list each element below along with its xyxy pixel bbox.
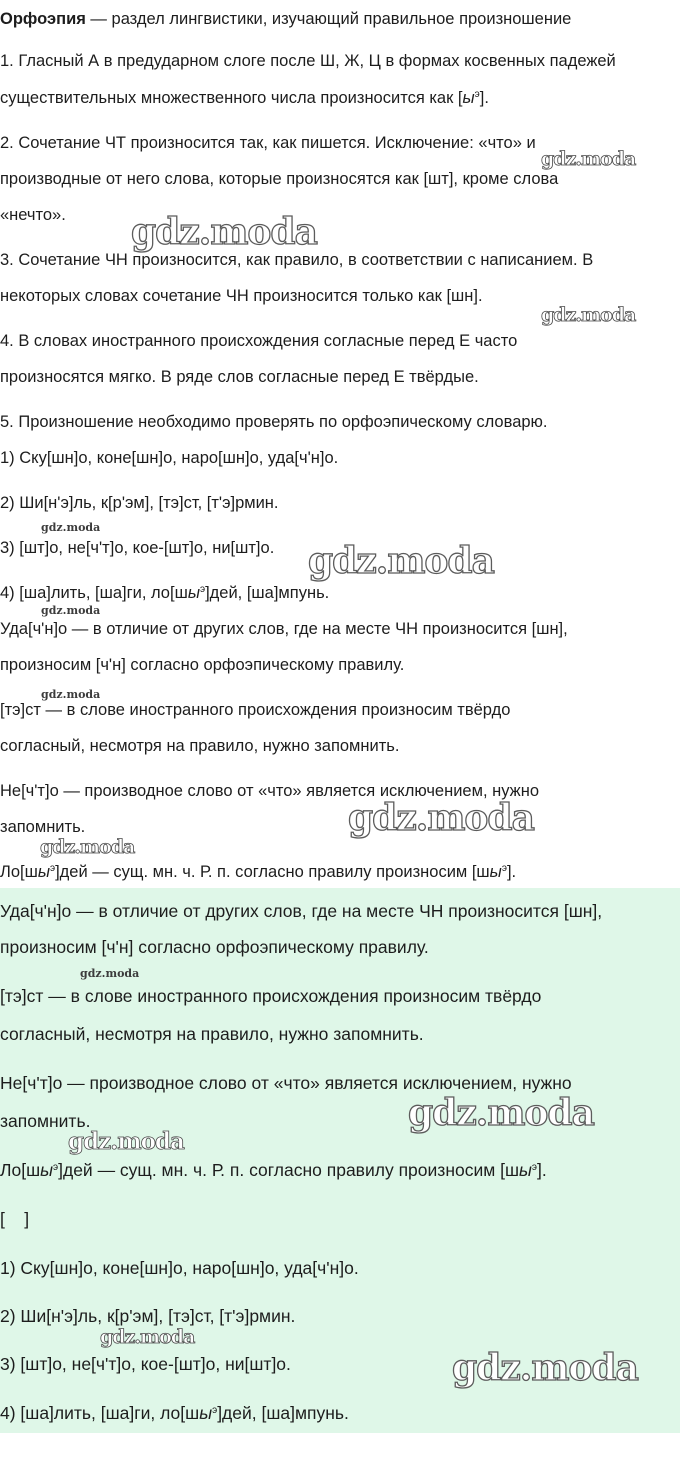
example-3: 3) [шт]о, не[ч'т]о, кое-[шт]о, ни[шт]о. bbox=[0, 539, 275, 557]
watermark-logo: gdz.moda bbox=[80, 967, 140, 980]
rule-4-line-2: произносятся мягко. В ряде слов согласные перед Е твёрдые. bbox=[0, 368, 479, 386]
explanation-1-line-2: произносим [ч'н] согласно орфоэпическому правилу. bbox=[0, 656, 405, 674]
watermark-logo: gdz.moda bbox=[452, 1347, 638, 1389]
rule-3-line-2: некоторых словах сочетание ЧН произносится только как [шн]. bbox=[0, 287, 483, 305]
watermark-logo: gdz.moda bbox=[348, 797, 534, 839]
watermark-logo: gdz.moda bbox=[41, 688, 101, 701]
answer-explanation-3-line-2: запомнить. bbox=[0, 1111, 91, 1131]
rule-2-line-1: 2. Сочетание ЧТ произносится так, как пишется. Исключение: «что» и bbox=[0, 134, 536, 152]
example-1: 1) Ску[шн]о, коне[шн]о, наро[шн]о, уда[ч'н]о. bbox=[0, 449, 339, 467]
watermark-logo: gdz.moda bbox=[100, 1326, 195, 1348]
rule-2-line-2: производные от него слова, которые произносятся как [шт], кроме слова bbox=[0, 170, 559, 188]
answer-example-4: 4) [ша]лить, [ша]ги, $ло[шы^э]дей$, [ша]мпунь. bbox=[0, 1403, 349, 1423]
answer-explanation-2-line-1: [тэ]ст — в слове иностранного происхождения произносим твёрдо bbox=[0, 986, 542, 1006]
answer-explanation-1-line-1: Уда[ч'н]о — в отличие от других слов, где на месте ЧН произносится [шн], bbox=[0, 901, 603, 921]
example-4: 4) [ша]лить, [ша]ги, $ло[шы^э]дей$, [ша]мпунь. bbox=[0, 584, 330, 602]
rule-5: 5. Произношение необходимо проверять по орфоэпическому словарю. bbox=[0, 413, 548, 431]
rule-1-line-1: 1. Гласный А в предударном слоге после Ш, Ж, Ц в формах косвенных падежей bbox=[0, 52, 616, 70]
explanation-3-line-1: Не[ч'т]о — производное слово от «что» является исключением, нужно bbox=[0, 782, 539, 800]
explanation-3-line-2: запомнить. bbox=[0, 818, 86, 836]
intro-line: Орфоэпия — раздел лингвистики, изучающий правильное произношение bbox=[0, 10, 572, 28]
explanation-1-line-1: Уда[ч'н]о — в отличие от других слов, где на месте ЧН произносится [шн], bbox=[0, 620, 568, 638]
rule-4-line-1: 4. В словах иностранного происхождения согласные перед Е часто bbox=[0, 332, 518, 350]
watermark-logo: gdz.moda bbox=[40, 836, 135, 858]
answer-example-2: 2) Ши[н'э]ль, к[р'эм], [тэ]ст, [т'э]рмин. bbox=[0, 1306, 296, 1326]
rule-3-line-1: 3. Сочетание ЧН произносится, как правило, в соответствии с написанием. В bbox=[0, 251, 594, 269]
answer-example-1: 1) Ску[шн]о, коне[шн]о, наро[шн]о, уда[ч'н]о. bbox=[0, 1258, 359, 1278]
answer-example-3: 3) [шт]о, не[ч'т]о, кое-[шт]о, ни[шт]о. bbox=[0, 1354, 291, 1374]
explanation-2-line-2: согласный, несмотря на правило, нужно запомнить. bbox=[0, 737, 400, 755]
watermark-logo: gdz.moda bbox=[68, 1128, 184, 1155]
answer-explanation-4: $Ло[шы^э]дей$ — сущ. мн. ч. Р. п. согласно правилу произносим $[шы^э]$. bbox=[0, 1160, 547, 1180]
explanation-4: $Ло[шы^э]дей$ — сущ. мн. ч. Р. п. согласно правилу произносим $[шы^э]$. bbox=[0, 863, 517, 881]
rule-1-line-2: существительных множественного числа произносится как $[ы^э]$. bbox=[0, 89, 489, 107]
watermark-logo: gdz.moda bbox=[41, 604, 101, 617]
watermark-logo: gdz.moda bbox=[131, 211, 317, 253]
watermark-logo: gdz.moda bbox=[541, 148, 636, 170]
watermark-logo: gdz.moda bbox=[41, 521, 101, 534]
watermark-logo: gdz.moda bbox=[408, 1092, 594, 1134]
answer-explanation-3-line-1: Не[ч'т]о — производное слово от «что» является исключением, нужно bbox=[0, 1073, 572, 1093]
answer-explanation-1-line-2: произносим [ч'н] согласно орфоэпическому правилу. bbox=[0, 937, 429, 957]
watermark-logo: gdz.moda bbox=[308, 540, 494, 582]
watermark-logo: gdz.moda bbox=[541, 304, 636, 326]
answer-explanation-2-line-2: согласный, несмотря на правило, нужно запомнить. bbox=[0, 1024, 424, 1044]
example-2: 2) Ши[н'э]ль, к[р'эм], [тэ]ст, [т'э]рмин. bbox=[0, 494, 279, 512]
page-title: Орфоэпия bbox=[0, 10, 86, 28]
explanation-2-line-1: [тэ]ст — в слове иностранного происхождения произносим твёрдо bbox=[0, 701, 511, 719]
empty-brackets: [ ] bbox=[0, 1209, 30, 1229]
rule-2-line-3: «нечто». bbox=[0, 206, 66, 224]
